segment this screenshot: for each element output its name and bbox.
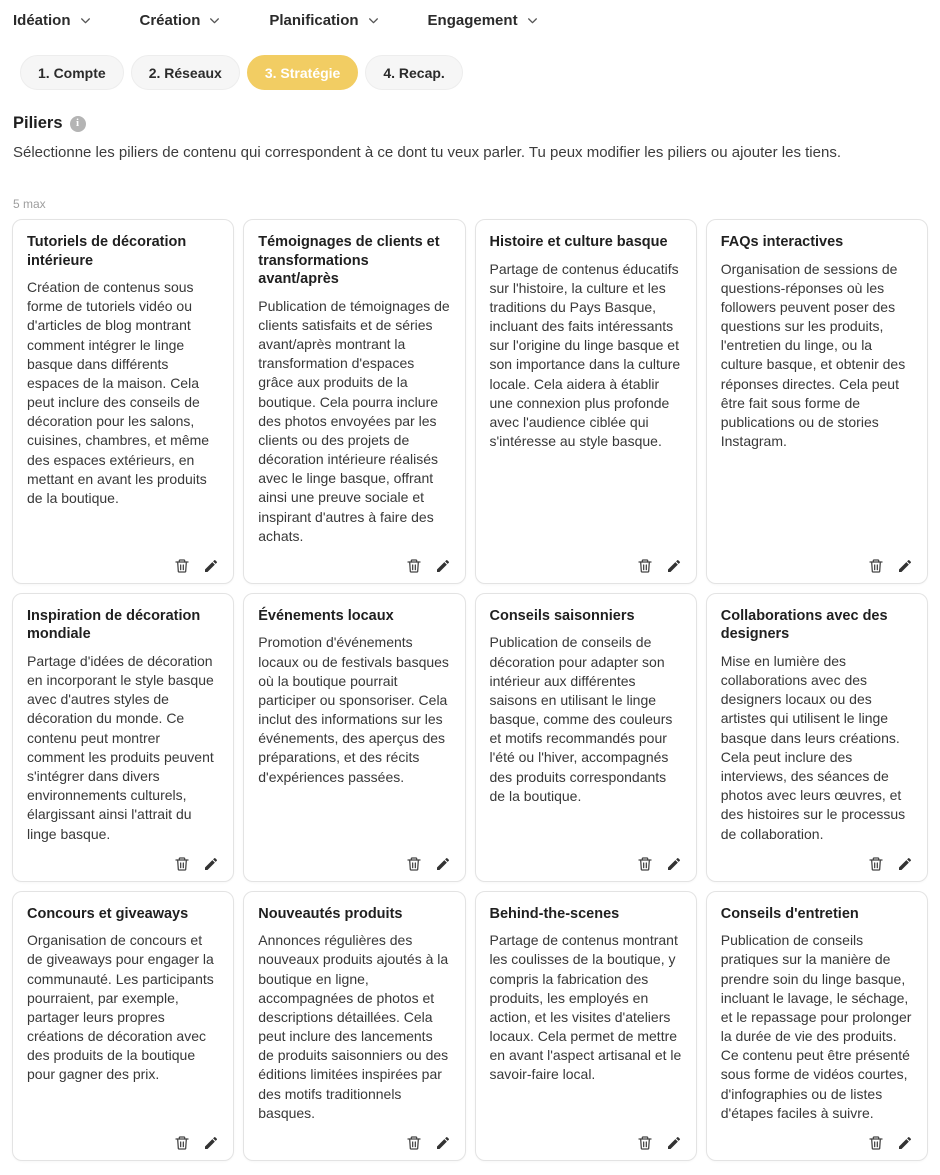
card-description: Publication de témoignages de clients satisfaits et de séries avant/après montrant la transformation d'espaces grâce aux produits de la boutique. Cela pourra inclure des photos envoyées par les clients ou des projets de décoration intérieure réalisés avec le linge basque, offrant ainsi une preuve sociale et inspirant d'autres à faire des achats.: [258, 297, 450, 544]
card-title: Nouveautés produits: [258, 905, 403, 922]
delete-button[interactable]: [637, 558, 653, 574]
card-description: Publication de conseils pratiques sur la manière de prendre soin du linge basque, incluant le lavage, le séchage, et le repassage pour prolonger la durée de vie des produits. Ce contenu peut être présenté sous forme de vidéos courtes, d'infographies ou de listes d'étapes faciles à suivre.: [720, 932, 912, 1121]
pencil-icon: [666, 558, 682, 574]
nav-item-ideation[interactable]: [13, 12, 92, 29]
trash-icon: [637, 558, 653, 574]
pencil-icon: [203, 1135, 219, 1151]
delete-button[interactable]: [174, 856, 190, 872]
edit-button[interactable]: [435, 1135, 451, 1151]
card-description: Promotion d'événements locaux ou de festivals basques où la boutique pourrait participer ou sponsoriser. Cela inclut des informations sur les événements, des aperçus des préparations, et des récits d'expériences passées.: [258, 634, 449, 785]
delete-button[interactable]: [637, 1135, 653, 1151]
pillar-card[interactable]: [243, 593, 465, 882]
pencil-icon: [897, 558, 913, 574]
card-description: Publication de conseils de décoration pour adapter son intérieur aux différentes saisons en utilisant le linge basque, comme des couleurs et motifs recommandés pour l'été ou l'hiver, accompagnés des produits correspondants de la boutique.: [489, 634, 673, 804]
pencil-icon: [435, 856, 451, 872]
card-title: Conseils saisonniers: [489, 607, 635, 624]
trash-icon: [637, 856, 653, 872]
trash-icon: [406, 856, 422, 872]
pencil-icon: [897, 856, 913, 872]
trash-icon: [174, 558, 190, 574]
step-tab-reseaux[interactable]: 2. Réseaux: [131, 55, 240, 90]
pencil-icon: [666, 856, 682, 872]
card-title: FAQs interactives: [720, 234, 844, 250]
step-tabs: [0, 35, 940, 90]
card-description: Création de contenus sous forme de tutoriels vidéo ou d'articles de blog montrant comment intégrer le linge basque dans différents espaces de la maison. Cela peut inclure des conseils de décoration pour les salons, cuisines, chambres, et même des espaces extérieurs, en mettant en avant les produits de la boutique.: [27, 279, 210, 506]
pillar-card[interactable]: [243, 891, 465, 1161]
card-description: Organisation de sessions de questions-réponses où les followers peuvent poser des questions sur les produits, l'entretien du linge, ou la culture basque, et obtenir des réponses directes. Cela peut être fait sous forme de publications ou de stories Instagram.: [720, 260, 906, 450]
card-description: Annonces régulières des nouveaux produits ajoutés à la boutique en ligne, accompagnées de photos et descriptions détaillées. Cela peut inclure des lancements de produits saisonniers ou des éditions limitées inspirées par des motifs traditionnels basques.: [258, 932, 449, 1121]
pillar-card[interactable]: [243, 219, 465, 584]
nav-item-label: Idéation: [13, 12, 71, 29]
pillar-card[interactable]: [12, 219, 234, 584]
delete-button[interactable]: [406, 558, 422, 574]
edit-button[interactable]: [666, 856, 682, 872]
trash-icon: [868, 558, 884, 574]
delete-button[interactable]: [174, 558, 190, 574]
edit-button[interactable]: [666, 1135, 682, 1151]
trash-icon: [406, 558, 422, 574]
edit-button[interactable]: [203, 558, 219, 574]
info-icon[interactable]: i: [70, 116, 86, 132]
pillars-grid: [12, 219, 928, 1161]
card-title: Tutoriels de décoration intérieure: [27, 234, 187, 269]
nav-item-planification[interactable]: [269, 12, 379, 29]
card-title: Concours et giveaways: [27, 905, 189, 922]
delete-button[interactable]: [868, 558, 884, 574]
pencil-icon: [203, 856, 219, 872]
card-description: Partage de contenus éducatifs sur l'histoire, la culture et les traditions du Pays Basque, incluant des faits intéressants sur l'origine du linge basque et son importance dans la culture locale. Cela aidera à établir une connexion plus profonde avec l'audience ciblée qui s'intéresse au style basque.: [489, 260, 681, 450]
pillar-card[interactable]: [12, 593, 234, 882]
pencil-icon: [203, 558, 219, 574]
pencil-icon: [897, 1135, 913, 1151]
edit-button[interactable]: [897, 1135, 913, 1151]
card-title: Inspiration de décoration mondiale: [27, 607, 201, 643]
nav-item-label: Création: [139, 12, 201, 29]
pillar-card[interactable]: [475, 219, 697, 584]
pillar-card[interactable]: [475, 891, 697, 1161]
pillar-card[interactable]: [12, 891, 234, 1161]
edit-button[interactable]: [435, 856, 451, 872]
trash-icon: [406, 1135, 422, 1151]
nav-item-creation[interactable]: [140, 12, 222, 29]
pillar-card[interactable]: [706, 593, 928, 882]
pillar-card[interactable]: [706, 891, 928, 1161]
page-title: Piliers: [13, 114, 63, 132]
card-title: Conseils d'entretien: [720, 905, 859, 922]
card-description: Partage d'idées de décoration en incorporant le style basque avec d'autres styles de décoration du monde. Ce contenu peut montrer comment les produits peuvent s'intégrer dans divers environnements culturels, élargissant ainsi l'attrait du linge basque.: [27, 652, 214, 842]
trash-icon: [868, 1135, 884, 1151]
chevron-down-icon: [526, 14, 539, 27]
trash-icon: [174, 856, 190, 872]
chevron-down-icon: [79, 14, 92, 27]
card-title: Histoire et culture basque: [489, 234, 668, 250]
card-title: Événements locaux: [258, 607, 394, 624]
nav-item-label: Engagement: [427, 12, 518, 29]
card-title: Témoignages de clients et transformations avant/après: [258, 234, 440, 288]
section-description: Sélectionne les piliers de contenu qui correspondent à ce dont tu veux parler. Tu peux modifier les piliers ou ajouter les tiens.: [13, 144, 841, 161]
delete-button[interactable]: [868, 1135, 884, 1151]
pillar-card[interactable]: [706, 219, 928, 584]
card-description: Organisation de concours et de giveaways pour engager la communauté. Les participants pourraient, par exemple, partager leurs propres créations de décoration avec des produits de la boutique pour gagner des prix.: [27, 932, 214, 1083]
step-tab-strategie[interactable]: 3. Stratégie: [247, 55, 358, 90]
edit-button[interactable]: [435, 558, 451, 574]
chevron-down-icon: [367, 14, 380, 27]
card-title: Collaborations avec des designers: [720, 607, 888, 643]
top-nav: [0, 8, 940, 35]
chevron-down-icon: [208, 14, 221, 27]
trash-icon: [637, 1135, 653, 1151]
pencil-icon: [435, 558, 451, 574]
nav-item-engagement[interactable]: [428, 12, 539, 29]
edit-button[interactable]: [666, 558, 682, 574]
pencil-icon: [666, 1135, 682, 1151]
card-description: Mise en lumière des collaborations avec des designers locaux ou des artistes qui utilisent le linge basque dans leurs créations. Cela peut inclure des interviews, des séances de photos avec leurs œuvres, et des histoires sur le processus de collaboration.: [720, 652, 906, 842]
trash-icon: [868, 856, 884, 872]
step-tab-recap[interactable]: 4. Recap.: [365, 55, 462, 90]
trash-icon: [174, 1135, 190, 1151]
pillar-card[interactable]: [475, 593, 697, 882]
card-description: Partage de contenus montrant les coulisses de la boutique, y compris la fabrication des produits, les employés en action, et les visites d'ateliers locaux. Cela permet de mettre en avant l'aspect artisanal et le savoir-faire local.: [489, 932, 682, 1083]
delete-button[interactable]: [406, 856, 422, 872]
card-title: Behind-the-scenes: [489, 905, 620, 922]
nav-item-label: Planification: [269, 12, 359, 29]
delete-button[interactable]: [174, 1135, 190, 1151]
edit-button[interactable]: [897, 558, 913, 574]
step-tab-compte[interactable]: 1. Compte: [20, 55, 124, 90]
edit-button[interactable]: [203, 1135, 219, 1151]
delete-button[interactable]: [637, 856, 653, 872]
delete-button[interactable]: [868, 856, 884, 872]
edit-button[interactable]: [203, 856, 219, 872]
edit-button[interactable]: [897, 856, 913, 872]
pencil-icon: [435, 1135, 451, 1151]
delete-button[interactable]: [406, 1135, 422, 1151]
max-count-label: 5 max: [13, 197, 46, 211]
